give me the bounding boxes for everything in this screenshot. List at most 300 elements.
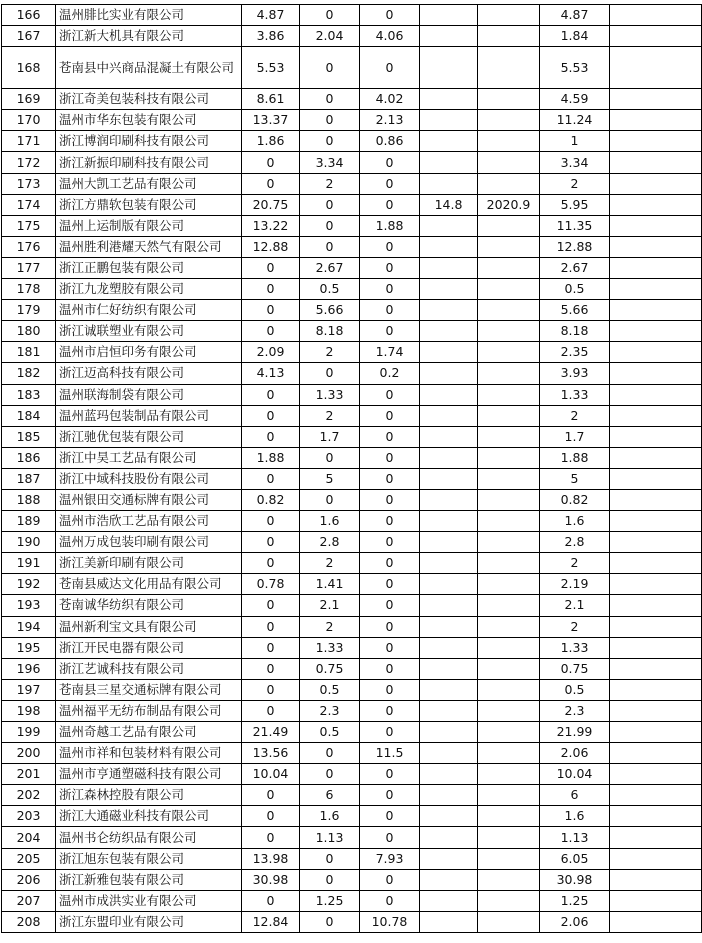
value-col-5 [478, 489, 540, 510]
table-row [2, 532, 702, 553]
value-col-4 [420, 574, 478, 595]
value-col-3: 0 [360, 257, 420, 278]
value-col-6: 12.88 [540, 236, 610, 257]
value-col-2: 0 [300, 447, 360, 468]
table-row [2, 511, 702, 532]
value-col-7 [610, 405, 702, 426]
company-name: 温州书仑纺织品有限公司 [56, 827, 242, 848]
value-col-7 [610, 785, 702, 806]
value-col-7 [610, 342, 702, 363]
value-col-6: 2.35 [540, 342, 610, 363]
value-col-5 [478, 785, 540, 806]
value-col-6: 2 [540, 405, 610, 426]
company-name: 温州市启恒印务有限公司 [56, 342, 242, 363]
row-number: 201 [2, 764, 56, 785]
value-col-4 [420, 869, 478, 890]
company-name: 温州市成洪实业有限公司 [56, 890, 242, 911]
value-col-7 [610, 321, 702, 342]
table-row [2, 257, 702, 278]
value-col-7 [610, 574, 702, 595]
value-col-1: 0 [242, 511, 300, 532]
company-name: 浙江诚联塑业有限公司 [56, 321, 242, 342]
row-number: 187 [2, 468, 56, 489]
company-name: 温州蓝玛包装制品有限公司 [56, 405, 242, 426]
value-col-4 [420, 722, 478, 743]
value-col-2: 8.18 [300, 321, 360, 342]
table-row [2, 47, 702, 89]
value-col-4 [420, 447, 478, 468]
value-col-7 [610, 300, 702, 321]
value-col-5 [478, 532, 540, 553]
value-col-7 [610, 447, 702, 468]
value-col-6: 2.1 [540, 595, 610, 616]
value-col-7 [610, 700, 702, 721]
value-col-3: 2.13 [360, 110, 420, 131]
value-col-2: 0 [300, 5, 360, 26]
value-col-1: 0.82 [242, 489, 300, 510]
company-name: 温州奇越工艺品有限公司 [56, 722, 242, 743]
value-col-6: 21.99 [540, 722, 610, 743]
value-col-6: 2 [540, 553, 610, 574]
value-col-7 [610, 194, 702, 215]
value-col-1: 0 [242, 806, 300, 827]
table-row [2, 89, 702, 110]
value-col-5 [478, 595, 540, 616]
value-col-7 [610, 89, 702, 110]
row-number: 170 [2, 110, 56, 131]
company-name: 温州新利宝文具有限公司 [56, 616, 242, 637]
value-col-3: 0 [360, 700, 420, 721]
company-name: 温州联海制袋有限公司 [56, 384, 242, 405]
value-col-2: 0 [300, 47, 360, 89]
value-col-6: 1.7 [540, 426, 610, 447]
value-col-2: 0 [300, 89, 360, 110]
value-col-3: 0 [360, 173, 420, 194]
value-col-2: 0 [300, 848, 360, 869]
value-col-6: 8.18 [540, 321, 610, 342]
company-name: 苍南县中兴商品混凝土有限公司 [56, 47, 242, 89]
value-col-6: 1.6 [540, 511, 610, 532]
row-number: 194 [2, 616, 56, 637]
value-col-6: 5.95 [540, 194, 610, 215]
value-col-5 [478, 342, 540, 363]
value-col-6: 11.35 [540, 215, 610, 236]
value-col-5: 2020.9 [478, 194, 540, 215]
value-col-2: 2.8 [300, 532, 360, 553]
value-col-6: 2.06 [540, 911, 610, 932]
company-name: 温州市亨通塑磁科技有限公司 [56, 764, 242, 785]
row-number: 206 [2, 869, 56, 890]
row-number: 173 [2, 173, 56, 194]
value-col-3: 0 [360, 236, 420, 257]
company-name: 浙江艺诚科技有限公司 [56, 658, 242, 679]
value-col-5 [478, 637, 540, 658]
value-col-2: 2.04 [300, 26, 360, 47]
value-col-4 [420, 890, 478, 911]
value-col-1: 0 [242, 384, 300, 405]
value-col-5 [478, 89, 540, 110]
value-col-4 [420, 5, 478, 26]
value-col-4 [420, 152, 478, 173]
value-col-4 [420, 532, 478, 553]
company-name: 浙江新大机具有限公司 [56, 26, 242, 47]
value-col-2: 0 [300, 110, 360, 131]
value-col-6: 2.67 [540, 257, 610, 278]
company-name: 浙江博润印刷科技有限公司 [56, 131, 242, 152]
value-col-3: 0 [360, 5, 420, 26]
value-col-2: 0 [300, 215, 360, 236]
value-col-5 [478, 173, 540, 194]
value-col-7 [610, 511, 702, 532]
company-name: 浙江中域科技股份有限公司 [56, 468, 242, 489]
value-col-6: 1.25 [540, 890, 610, 911]
value-col-7 [610, 426, 702, 447]
value-col-4 [420, 637, 478, 658]
value-col-4 [420, 363, 478, 384]
value-col-6: 0.5 [540, 679, 610, 700]
company-name: 浙江旭东包装有限公司 [56, 848, 242, 869]
value-col-4 [420, 47, 478, 89]
value-col-5 [478, 152, 540, 173]
row-number: 189 [2, 511, 56, 532]
value-col-7 [610, 468, 702, 489]
value-col-3: 0 [360, 300, 420, 321]
value-col-1: 1.86 [242, 131, 300, 152]
value-col-3: 0 [360, 827, 420, 848]
table-row [2, 447, 702, 468]
value-col-3: 0 [360, 869, 420, 890]
table-row [2, 300, 702, 321]
value-col-1: 4.13 [242, 363, 300, 384]
table-row [2, 848, 702, 869]
value-col-4 [420, 511, 478, 532]
value-col-2: 0.5 [300, 279, 360, 300]
value-col-7 [610, 616, 702, 637]
value-col-4 [420, 595, 478, 616]
value-col-6: 1.88 [540, 447, 610, 468]
value-col-2: 0.5 [300, 679, 360, 700]
row-number: 205 [2, 848, 56, 869]
row-number: 179 [2, 300, 56, 321]
value-col-3: 1.88 [360, 215, 420, 236]
value-col-5 [478, 722, 540, 743]
value-col-7 [610, 279, 702, 300]
value-col-6: 10.04 [540, 764, 610, 785]
value-col-5 [478, 658, 540, 679]
value-col-4: 14.8 [420, 194, 478, 215]
row-number: 180 [2, 321, 56, 342]
value-col-7 [610, 637, 702, 658]
row-number: 192 [2, 574, 56, 595]
company-name: 苍南县三星交通标牌有限公司 [56, 679, 242, 700]
value-col-2: 1.6 [300, 806, 360, 827]
value-col-5 [478, 806, 540, 827]
value-col-3: 0 [360, 279, 420, 300]
table-row [2, 321, 702, 342]
value-col-4 [420, 700, 478, 721]
value-col-1: 4.87 [242, 5, 300, 26]
company-name: 浙江正鹏包装有限公司 [56, 257, 242, 278]
company-name: 温州胜利港耀天然气有限公司 [56, 236, 242, 257]
value-col-7 [610, 658, 702, 679]
value-col-1: 0 [242, 532, 300, 553]
row-number: 169 [2, 89, 56, 110]
row-number: 188 [2, 489, 56, 510]
row-number: 196 [2, 658, 56, 679]
row-number: 183 [2, 384, 56, 405]
table-row [2, 26, 702, 47]
value-col-3: 0 [360, 384, 420, 405]
value-col-5 [478, 553, 540, 574]
table-row [2, 194, 702, 215]
value-col-7 [610, 679, 702, 700]
value-col-6: 6 [540, 785, 610, 806]
table-row [2, 236, 702, 257]
value-col-1: 0 [242, 321, 300, 342]
value-col-6: 0.75 [540, 658, 610, 679]
table-row [2, 637, 702, 658]
value-col-3: 0.2 [360, 363, 420, 384]
value-col-1: 12.84 [242, 911, 300, 932]
value-col-3: 0 [360, 616, 420, 637]
value-col-6: 5.66 [540, 300, 610, 321]
value-col-5 [478, 384, 540, 405]
value-col-1: 0 [242, 553, 300, 574]
value-col-5 [478, 869, 540, 890]
value-col-5 [478, 743, 540, 764]
value-col-7 [610, 384, 702, 405]
row-number: 198 [2, 700, 56, 721]
value-col-7 [610, 152, 702, 173]
table-row [2, 700, 702, 721]
value-col-7 [610, 489, 702, 510]
value-col-4 [420, 215, 478, 236]
row-number: 174 [2, 194, 56, 215]
company-name: 浙江驰优包装有限公司 [56, 426, 242, 447]
value-col-3: 0 [360, 152, 420, 173]
value-col-2: 0 [300, 869, 360, 890]
value-col-5 [478, 110, 540, 131]
value-col-2: 2 [300, 173, 360, 194]
value-col-5 [478, 890, 540, 911]
value-col-2: 0 [300, 194, 360, 215]
table-row [2, 363, 702, 384]
value-col-6: 3.34 [540, 152, 610, 173]
value-col-2: 2.1 [300, 595, 360, 616]
value-col-3: 0 [360, 553, 420, 574]
value-col-1: 13.98 [242, 848, 300, 869]
value-col-1: 13.22 [242, 215, 300, 236]
row-number: 171 [2, 131, 56, 152]
value-col-3: 0 [360, 447, 420, 468]
company-name: 浙江九龙塑胶有限公司 [56, 279, 242, 300]
company-name: 苍南县威达文化用品有限公司 [56, 574, 242, 595]
value-col-5 [478, 679, 540, 700]
table-row [2, 869, 702, 890]
value-col-3: 0 [360, 806, 420, 827]
value-col-3: 0 [360, 595, 420, 616]
value-col-7 [610, 911, 702, 932]
value-col-5 [478, 616, 540, 637]
table-row [2, 827, 702, 848]
value-col-1: 10.04 [242, 764, 300, 785]
value-col-3: 10.78 [360, 911, 420, 932]
table-row [2, 911, 702, 932]
company-name: 温州大凯工艺品有限公司 [56, 173, 242, 194]
value-col-5 [478, 574, 540, 595]
value-col-5 [478, 257, 540, 278]
row-number: 175 [2, 215, 56, 236]
value-col-7 [610, 764, 702, 785]
value-col-1: 0 [242, 468, 300, 489]
value-col-5 [478, 47, 540, 89]
value-col-7 [610, 26, 702, 47]
value-col-2: 1.33 [300, 637, 360, 658]
value-col-4 [420, 342, 478, 363]
row-number: 202 [2, 785, 56, 806]
value-col-6: 2 [540, 616, 610, 637]
value-col-7 [610, 532, 702, 553]
table-row [2, 658, 702, 679]
value-col-2: 0 [300, 363, 360, 384]
value-col-7 [610, 869, 702, 890]
value-col-1: 21.49 [242, 722, 300, 743]
company-name: 浙江方鼎软包装有限公司 [56, 194, 242, 215]
value-col-3: 0 [360, 405, 420, 426]
table-row [2, 215, 702, 236]
value-col-6: 2 [540, 173, 610, 194]
value-col-3: 0 [360, 679, 420, 700]
value-col-6: 5.53 [540, 47, 610, 89]
value-col-2: 5.66 [300, 300, 360, 321]
row-number: 197 [2, 679, 56, 700]
value-col-4 [420, 300, 478, 321]
value-col-7 [610, 595, 702, 616]
row-number: 208 [2, 911, 56, 932]
value-col-7 [610, 5, 702, 26]
table-row [2, 764, 702, 785]
value-col-4 [420, 806, 478, 827]
value-col-2: 2.67 [300, 257, 360, 278]
value-col-6: 1 [540, 131, 610, 152]
value-col-4 [420, 384, 478, 405]
value-col-2: 0 [300, 236, 360, 257]
value-col-6: 11.24 [540, 110, 610, 131]
value-col-4 [420, 489, 478, 510]
value-col-1: 0.78 [242, 574, 300, 595]
table-row [2, 110, 702, 131]
value-col-2: 2 [300, 553, 360, 574]
value-col-6: 1.33 [540, 637, 610, 658]
value-col-1: 13.56 [242, 743, 300, 764]
row-number: 167 [2, 26, 56, 47]
table-row [2, 595, 702, 616]
value-col-1: 0 [242, 785, 300, 806]
row-number: 195 [2, 637, 56, 658]
value-col-1: 0 [242, 595, 300, 616]
value-col-7 [610, 890, 702, 911]
row-number: 191 [2, 553, 56, 574]
value-col-5 [478, 363, 540, 384]
value-col-6: 0.82 [540, 489, 610, 510]
value-col-7 [610, 553, 702, 574]
company-name: 浙江新振印刷科技有限公司 [56, 152, 242, 173]
row-number: 168 [2, 47, 56, 89]
row-number: 176 [2, 236, 56, 257]
table-row [2, 553, 702, 574]
row-number: 199 [2, 722, 56, 743]
value-col-7 [610, 743, 702, 764]
value-col-2: 0 [300, 911, 360, 932]
value-col-3: 0 [360, 321, 420, 342]
value-col-5 [478, 405, 540, 426]
value-col-6: 2.06 [540, 743, 610, 764]
company-name: 浙江大通磁业科技有限公司 [56, 806, 242, 827]
value-col-1: 0 [242, 658, 300, 679]
value-col-5 [478, 5, 540, 26]
value-col-1: 30.98 [242, 869, 300, 890]
value-col-2: 2 [300, 616, 360, 637]
value-col-7 [610, 47, 702, 89]
value-col-3: 11.5 [360, 743, 420, 764]
company-name: 温州市浩欣工艺品有限公司 [56, 511, 242, 532]
value-col-3: 0 [360, 785, 420, 806]
table-row [2, 426, 702, 447]
value-col-2: 0.75 [300, 658, 360, 679]
company-name: 浙江迈高科技有限公司 [56, 363, 242, 384]
table-row [2, 152, 702, 173]
table-row [2, 384, 702, 405]
row-number: 182 [2, 363, 56, 384]
value-col-6: 1.6 [540, 806, 610, 827]
company-name: 温州福平无纺布制品有限公司 [56, 700, 242, 721]
value-col-2: 3.34 [300, 152, 360, 173]
value-col-2: 1.7 [300, 426, 360, 447]
value-col-5 [478, 700, 540, 721]
company-name: 温州万成包装印刷有限公司 [56, 532, 242, 553]
table-row [2, 489, 702, 510]
value-col-6: 1.13 [540, 827, 610, 848]
value-col-6: 1.33 [540, 384, 610, 405]
company-name: 温州市祥和包装材料有限公司 [56, 743, 242, 764]
row-number: 181 [2, 342, 56, 363]
table-row [2, 890, 702, 911]
value-col-7 [610, 131, 702, 152]
value-col-2: 1.41 [300, 574, 360, 595]
row-number: 166 [2, 5, 56, 26]
table-row [2, 279, 702, 300]
value-col-5 [478, 426, 540, 447]
value-col-5 [478, 215, 540, 236]
value-col-1: 8.61 [242, 89, 300, 110]
value-col-1: 13.37 [242, 110, 300, 131]
value-col-5 [478, 26, 540, 47]
value-col-2: 0 [300, 743, 360, 764]
value-col-1: 0 [242, 637, 300, 658]
value-col-6: 1.84 [540, 26, 610, 47]
value-col-3: 0 [360, 426, 420, 447]
value-col-7 [610, 722, 702, 743]
value-col-3: 0 [360, 890, 420, 911]
value-col-7 [610, 173, 702, 194]
value-col-3: 0 [360, 722, 420, 743]
value-col-1: 0 [242, 152, 300, 173]
value-col-2: 0 [300, 764, 360, 785]
company-name: 浙江东盟印业有限公司 [56, 911, 242, 932]
data-table [1, 4, 702, 933]
value-col-2: 2 [300, 405, 360, 426]
company-name: 浙江奇美包装科技有限公司 [56, 89, 242, 110]
